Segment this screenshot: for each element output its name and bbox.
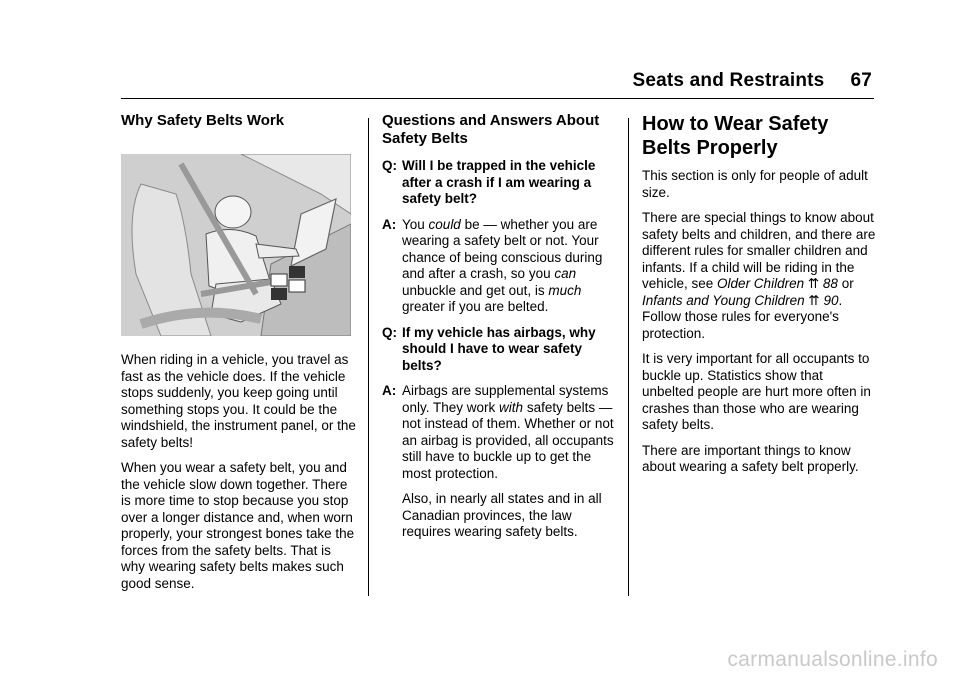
question-item [382, 158, 614, 208]
crash-illustration [121, 154, 351, 336]
paragraph: Also, in nearly all states and in all Canadian provinces, the law requires wearing safety belts. [402, 491, 602, 539]
column-2 [382, 112, 614, 550]
paragraph: When riding in a vehicle, you travel as fast as the vehicle does. If the vehicle stops suddenly, you keep going until something stops you. It could be the windshield, the instrument panel, or the safety belts! [121, 352, 356, 450]
question-text: If my vehicle has airbags, why should I have to wear safety belts? [402, 324, 596, 373]
cross-reference-link[interactable]: Older Children [717, 276, 805, 291]
watermark: carmanualsonline.info [727, 648, 938, 671]
section-heading: Why Safety Belts Work [121, 112, 285, 129]
answer-label: A: [382, 383, 397, 398]
crash-illustration-svg [121, 154, 351, 336]
answer-text: You could be — whether you are wearing a safety belt or not. Your chance of being conscious during and after a crash, so you can unbuckle and get out, is much greater if you are belted. [402, 216, 603, 314]
paragraph: It is very important for all occupants to buckle up. Statistics show that unbelted people are hurt more often in crashes than those who are wearing safety belts. [642, 351, 871, 432]
answer-item [382, 383, 614, 482]
column-1 [121, 112, 357, 601]
question-label: Q: [382, 158, 397, 173]
column-3 [642, 112, 878, 485]
header-rule [121, 98, 874, 99]
page-reference[interactable]: ⇈ 88 [807, 276, 838, 291]
paragraph: When you wear a safety belt, you and the vehicle slow down together. There is more time to stop because you stop over a longer distance and, when worn properly, your strongest bones take the forces from the safety belts. That is why wearing safety belts makes such good sense. [121, 460, 355, 591]
paragraph: This section is only for people of adult size. [642, 168, 868, 200]
section-heading: How to Wear Safety Belts Properly [642, 113, 829, 159]
question-text: Will I be trapped in the vehicle after a crash if I am wearing a safety belt? [402, 158, 596, 206]
section-title: Seats and Restraints [632, 70, 825, 91]
column-divider [368, 118, 369, 596]
page-number: 67 [850, 70, 872, 91]
question-item [382, 325, 614, 375]
cross-reference-link[interactable]: Infants and Young Children [642, 292, 805, 308]
question-label: Q: [382, 324, 397, 340]
paragraph: There are important things to know about wearing a safety belt properly. [642, 442, 859, 474]
page-reference[interactable]: ⇈ 90 [808, 292, 839, 308]
answer-label: A: [382, 216, 397, 232]
paragraph: There are special things to know about safety belts and children, and there are different rules for smaller children and infants. If a child will be riding in the vehicle, see Older Children ⇈ 88 or Infants and Young Children ⇈ 90. Follow those rules for everyone's protection. [642, 210, 876, 341]
column-divider [628, 118, 629, 596]
answer-item [382, 217, 614, 316]
page-header [632, 70, 872, 92]
answer-text: Airbags are supplemental systems only. They work with safety belts — not instead of them. Whether or not an airbag is provided, all occupants still have to buckle up to get the most protection. [402, 383, 614, 481]
section-heading: Questions and Answers About Safety Belts [382, 112, 600, 147]
